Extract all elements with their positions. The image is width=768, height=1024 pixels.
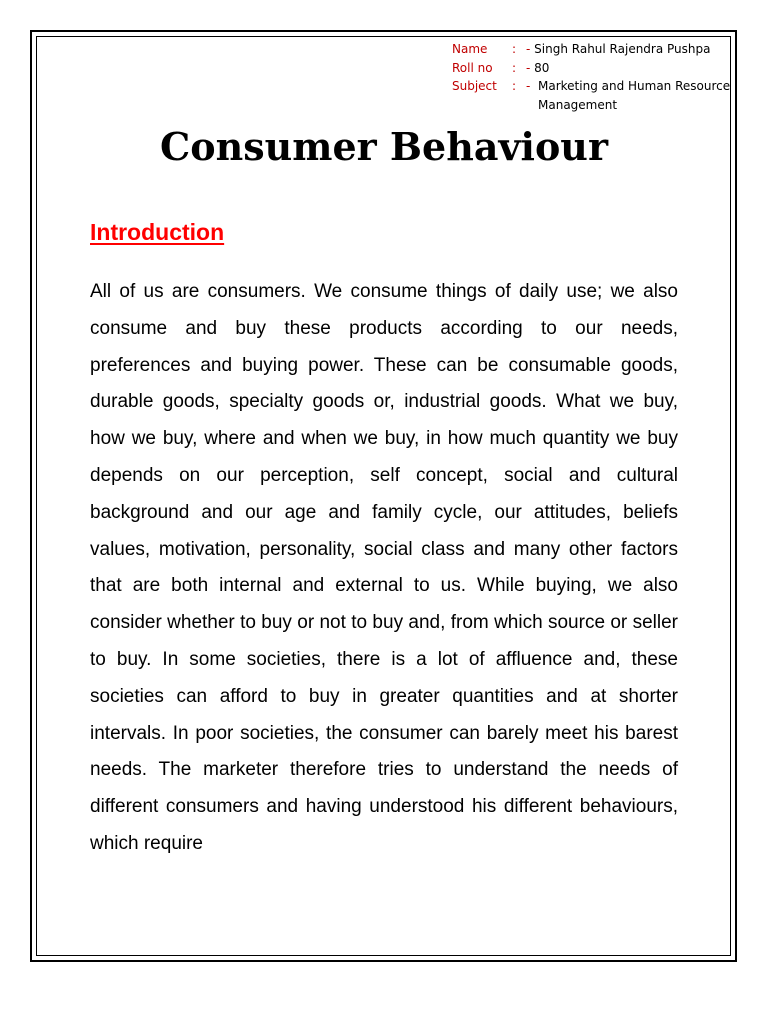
name-value-wrap: [526, 40, 736, 59]
student-info-block: [452, 40, 736, 114]
section-heading-introduction: Introduction: [90, 219, 225, 245]
name-dash: -: [526, 42, 531, 56]
name-label: Name: [452, 42, 488, 56]
subject-label: Subject: [452, 79, 497, 93]
introduction-paragraph: All of us are consumers. We consume things of daily use; we also consume and buy these products according to our needs, preferences and buying power. These can be consumable goods, durable goods, specialty goods or, industrial goods. What we buy, how we buy, where and when we buy, in how much quantity we buy depends on our perception, self concept, social and cultural background and our age and family cycle, our attitudes, beliefs values, motivation, personality, social class and many other factors that are both internal and external to us. While buying, we also consider whether to buy or not to buy and, from which source or seller to buy. In some societies, there is a lot of affluence and, these societies can afford to buy in greater quantities and at shorter intervals. In poor societies, the consumer can barely meet his barest needs. The marketer therefore tries to understand the needs of different consumers and having understood his different behaviours, which require: [90, 281, 678, 854]
name-separator: :: [512, 42, 517, 56]
roll-value-wrap: [526, 59, 736, 78]
roll-dash: -: [526, 60, 531, 75]
document-title: Consumer Behaviour: [160, 124, 608, 169]
roll-value: 80: [534, 60, 550, 75]
subject-dash: -: [526, 79, 531, 93]
roll-row: [452, 59, 736, 78]
name-row: [452, 40, 736, 59]
name-value: Singh Rahul Rajendra Pushpa: [534, 42, 711, 56]
subject-value-wrap: [526, 77, 736, 114]
subject-separator: :: [512, 79, 517, 93]
roll-separator: :: [512, 60, 517, 75]
subject-row: [452, 77, 736, 114]
roll-label: Roll no: [452, 60, 493, 75]
subject-value: Marketing and Human Resource Management: [538, 79, 731, 112]
